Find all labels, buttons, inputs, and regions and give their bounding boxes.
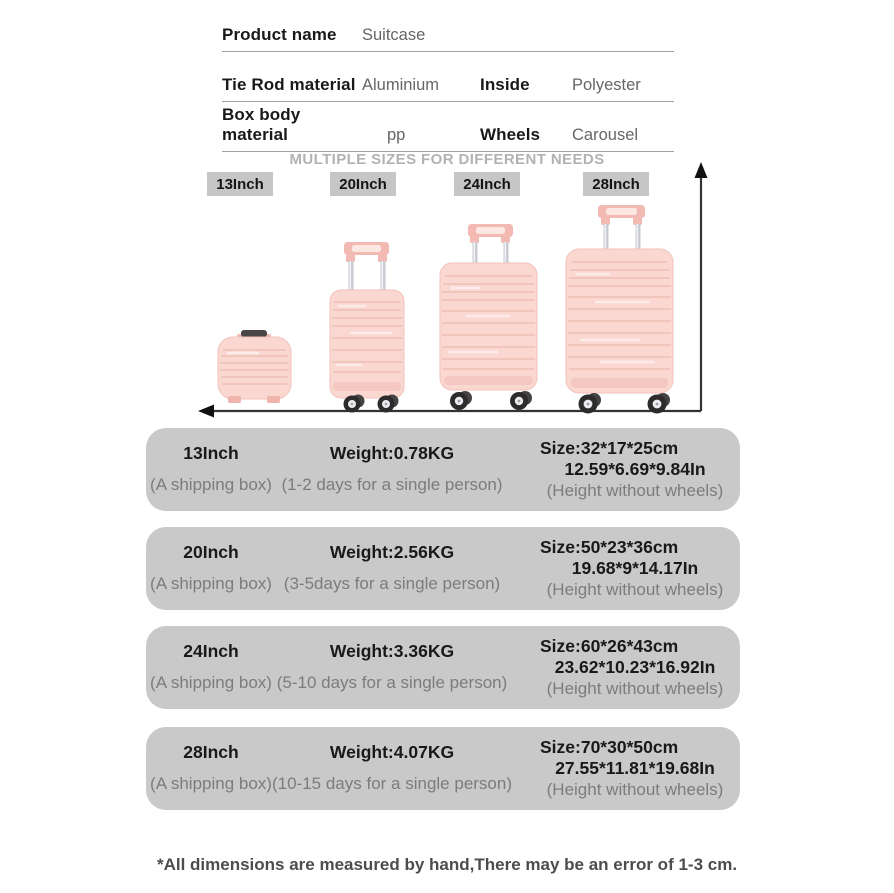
row-size-note: (A shipping box) xyxy=(150,673,272,692)
size-tag-20inch: 20Inch xyxy=(330,172,396,196)
inside-value: Polyester xyxy=(572,76,641,94)
row-dim-in: 12.59*6.69*9.84In xyxy=(564,459,706,479)
tie-rod-label: Tie Rod material xyxy=(222,75,356,94)
row-size: 24Inch xyxy=(183,641,239,661)
row-dim-note: (Height without wheels) xyxy=(546,679,724,698)
row-dim-cm: Size:32*17*25cm xyxy=(540,438,679,458)
suitcase-illustration xyxy=(140,148,720,423)
spec-table xyxy=(222,2,674,152)
row-dim-cm: Size:70*30*50cm xyxy=(540,737,679,757)
size-tag-24inch: 24Inch xyxy=(454,172,520,196)
inside-label: Inside xyxy=(480,75,530,94)
box-body-value: pp xyxy=(387,126,406,144)
product-name-value: Suitcase xyxy=(362,26,426,44)
product-name-label: Product name xyxy=(222,25,337,44)
wheels-value: Carousel xyxy=(572,126,639,144)
measurement-disclaimer: *All dimensions are measured by hand,There may be an error of 1-3 cm. xyxy=(156,855,738,874)
row-dim-note: (Height without wheels) xyxy=(546,780,724,799)
row-weight-note: (3-5days for a single person) xyxy=(283,574,501,593)
row-size-note: (A shipping box) xyxy=(150,475,272,494)
size-tag-13inch: 13Inch xyxy=(207,172,273,196)
row-dim-note: (Height without wheels) xyxy=(546,580,724,599)
row-size: 13Inch xyxy=(183,443,239,463)
wheel xyxy=(510,391,532,410)
row-weight-note: (10-15 days for a single person) xyxy=(271,774,513,793)
tie-rod-value: Aluminium xyxy=(362,76,440,94)
wheel xyxy=(450,391,472,410)
suitcase-24inch xyxy=(440,224,537,410)
arrow-up-icon xyxy=(695,162,708,178)
row-size: 28Inch xyxy=(183,742,239,762)
spec-row-product-name xyxy=(222,2,674,52)
row-weight: Weight:4.07KG xyxy=(329,742,455,762)
row-dim-cm: Size:60*26*43cm xyxy=(540,636,679,656)
spec-row-materials xyxy=(222,52,674,102)
row-dim-in: 23.62*10.23*16.92In xyxy=(554,657,716,677)
row-weight: Weight:0.78KG xyxy=(329,443,455,463)
row-size: 20Inch xyxy=(183,542,239,562)
row-weight-note: (1-2 days for a single person) xyxy=(281,475,503,494)
detail-row-24inch xyxy=(146,626,740,709)
detail-row-20inch xyxy=(146,527,740,610)
row-dim-in: 19.68*9*14.17In xyxy=(571,558,699,578)
row-weight: Weight:3.36KG xyxy=(329,641,455,661)
detail-row-28inch xyxy=(146,727,740,810)
size-tag-28inch: 28Inch xyxy=(583,172,649,196)
suitcase-28inch xyxy=(566,205,673,414)
row-weight: Weight:2.56KG xyxy=(329,542,455,562)
wheels-label: Wheels xyxy=(480,125,541,144)
box-body-label: Box body material xyxy=(222,105,301,144)
suitcase-20inch xyxy=(330,242,404,413)
spec-row-body-wheels xyxy=(222,102,674,152)
detail-row-13inch xyxy=(146,428,740,511)
suitcase-13inch xyxy=(218,330,291,403)
row-dim-cm: Size:50*23*36cm xyxy=(540,537,679,557)
row-dim-note: (Height without wheels) xyxy=(546,481,724,500)
sizes-heading: MULTIPLE SIZES FOR DIFFERENT NEEDS xyxy=(289,151,605,168)
row-size-note: (A shipping box) xyxy=(150,574,272,593)
arrow-left-icon xyxy=(198,405,214,418)
row-weight-note: (5-10 days for a single person) xyxy=(276,673,508,692)
row-size-note: (A shipping box) xyxy=(150,774,272,793)
row-dim-in: 27.55*11.81*19.68In xyxy=(555,758,715,778)
